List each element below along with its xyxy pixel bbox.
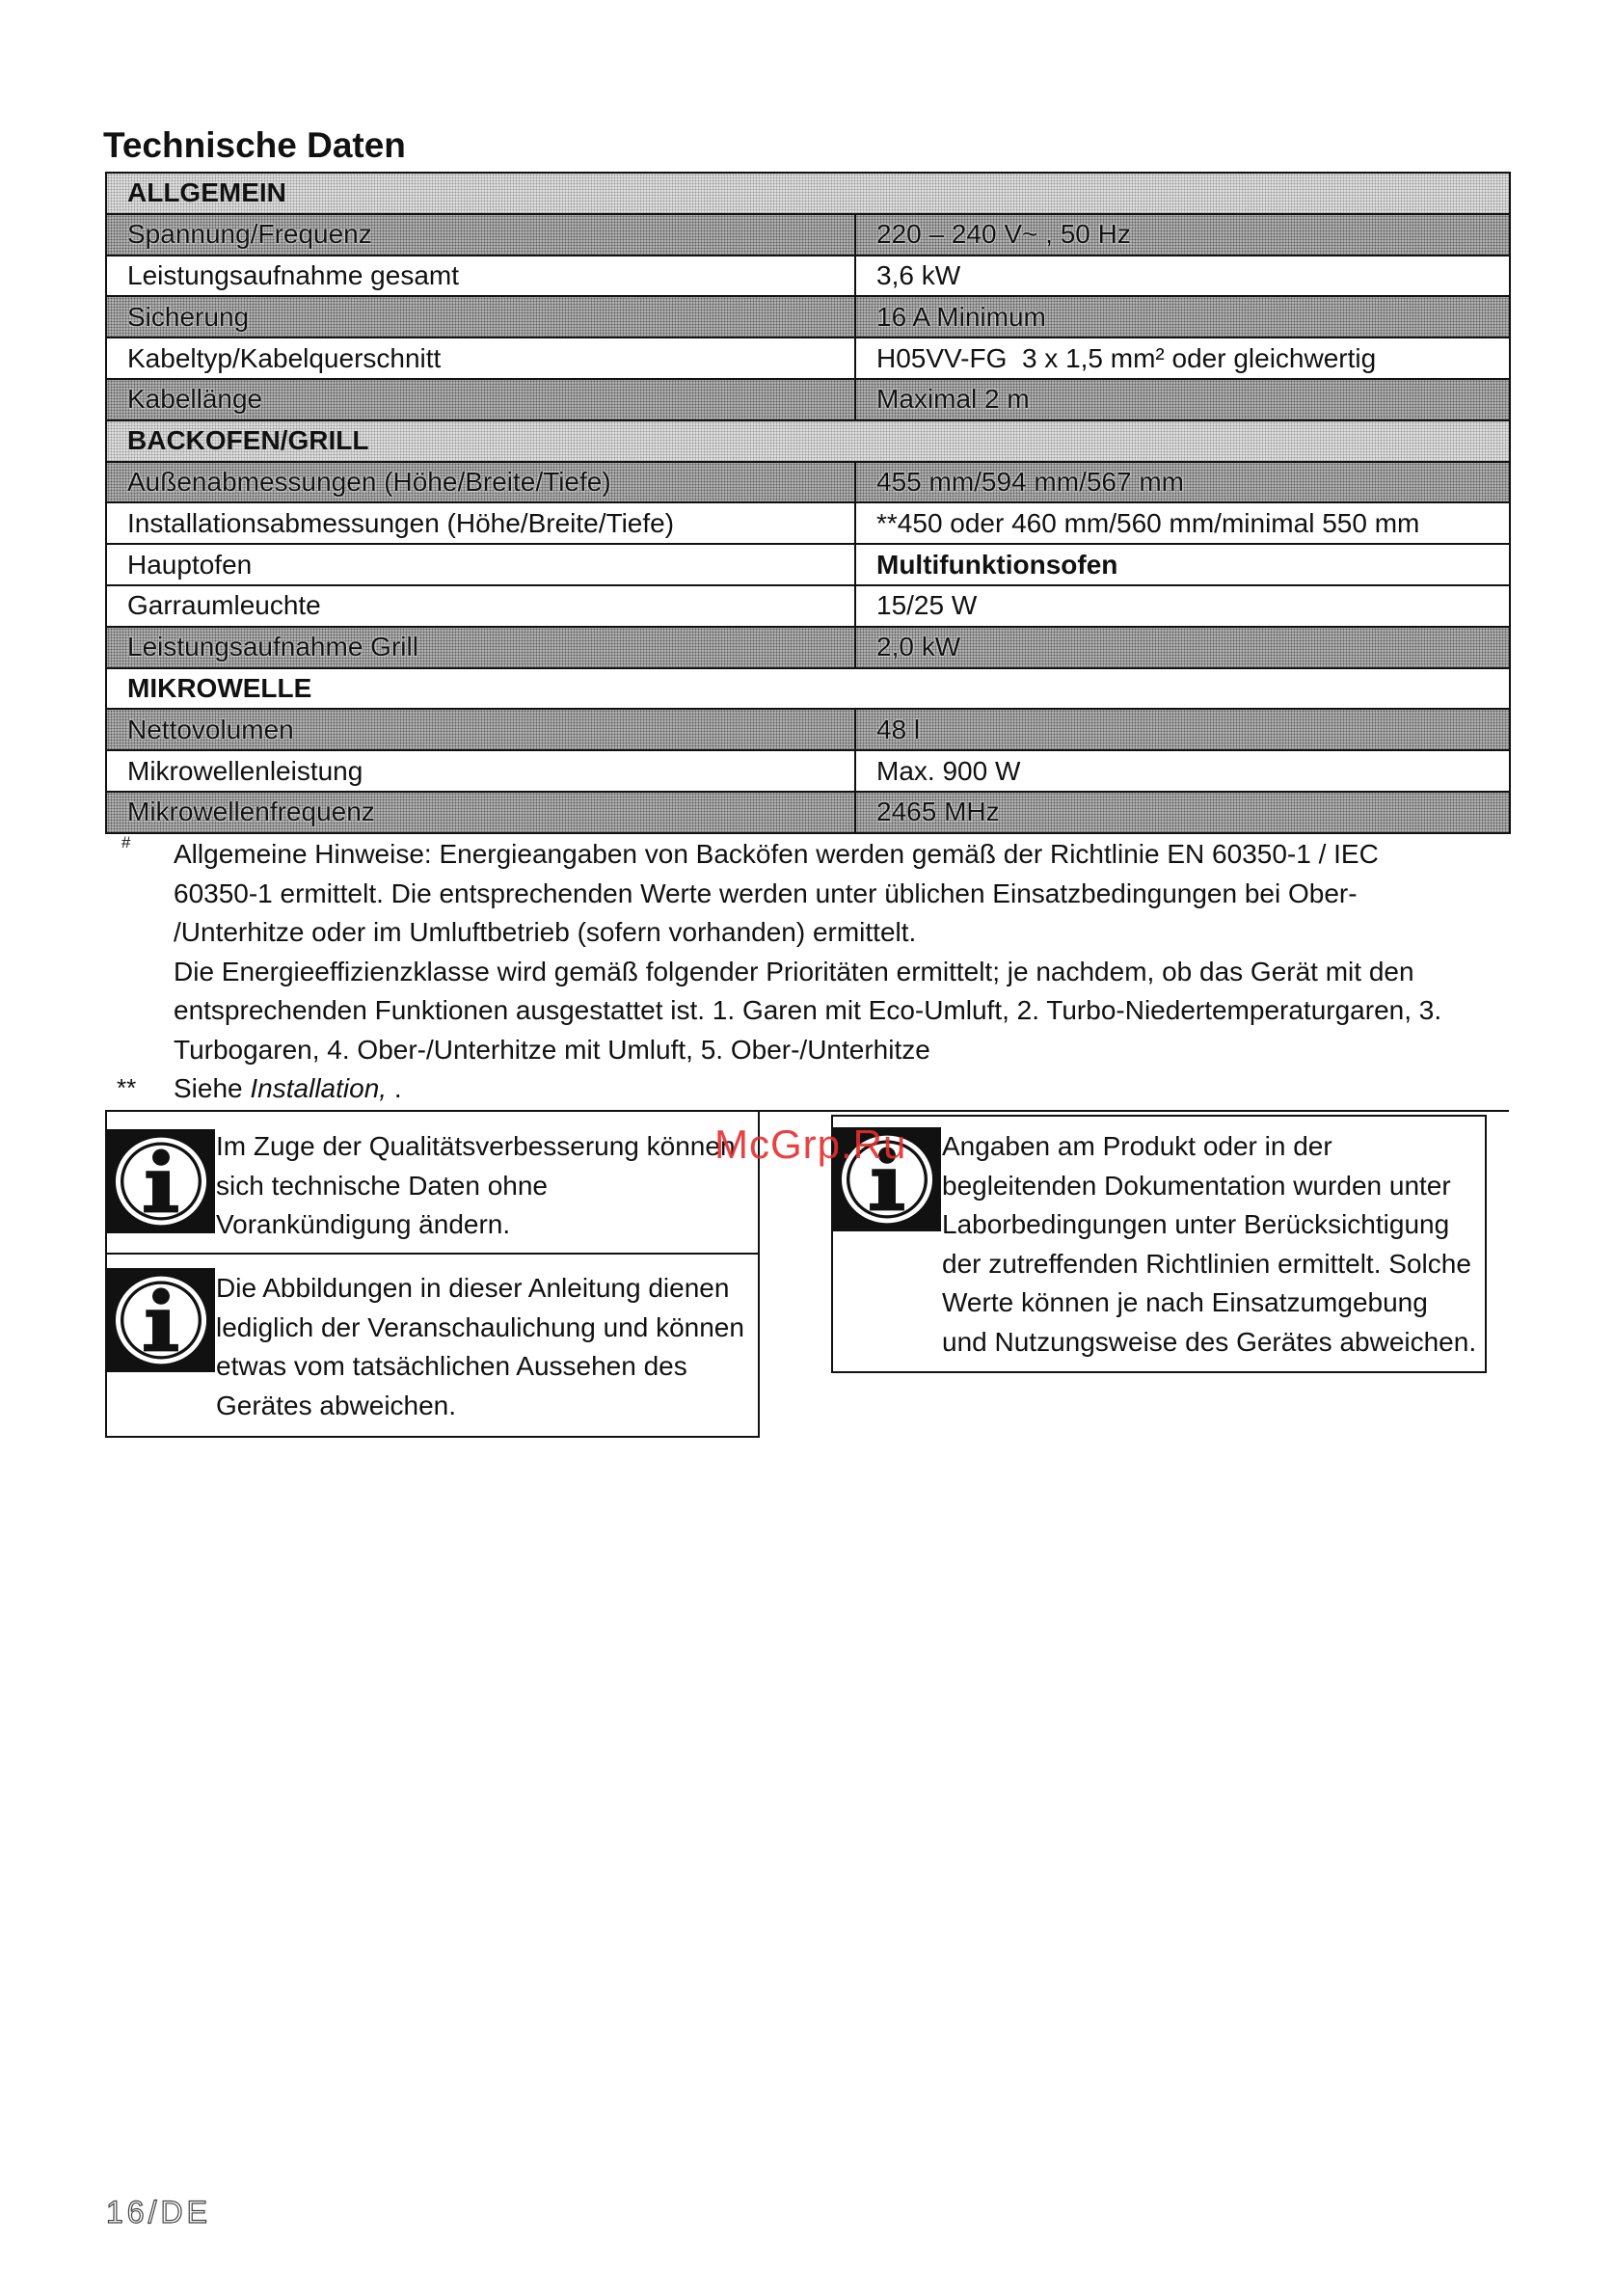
spec-value: 220 – 240 V~ , 50 Hz bbox=[855, 214, 1510, 256]
spec-label: Kabellänge bbox=[106, 379, 855, 420]
spec-value: Maximal 2 m bbox=[855, 379, 1510, 420]
spec-value: 15/25 W bbox=[855, 585, 1510, 627]
info-text-line: begleitenden Dokumentation wurden unter bbox=[942, 1170, 1451, 1201]
spec-row bbox=[106, 627, 1510, 668]
spec-value: 48 l bbox=[855, 709, 1510, 750]
info-text-line: sich technische Daten ohne bbox=[216, 1170, 548, 1201]
info-text bbox=[216, 1269, 744, 1425]
footnote-line: /Unterhitze oder im Umluftbetrieb (sofern vorhanden) ermittelt. bbox=[174, 917, 917, 947]
info-text-line: Gerätes abweichen. bbox=[216, 1390, 457, 1420]
info-icon bbox=[107, 1268, 215, 1372]
info-text-line: Vorankündigung ändern. bbox=[216, 1209, 511, 1239]
footnotes bbox=[174, 835, 1441, 1109]
section-heading: ALLGEMEIN bbox=[106, 173, 1510, 214]
spec-row bbox=[106, 792, 1510, 833]
spec-row bbox=[106, 585, 1510, 627]
spec-label: Leistungsaufnahme Grill bbox=[106, 627, 855, 668]
spec-value: H05VV-FG 3 x 1,5 mm² oder gleichwertig bbox=[855, 338, 1510, 379]
info-text-line: Angaben am Produkt oder in der bbox=[942, 1131, 1332, 1161]
page-number: 16/DE bbox=[106, 2195, 211, 2229]
info-box-divider bbox=[107, 1253, 758, 1255]
spec-label: Nettovolumen bbox=[106, 709, 855, 750]
spec-value: 455 mm/594 mm/567 mm bbox=[855, 462, 1510, 503]
footnote-marker-double-star: ** bbox=[117, 1073, 137, 1102]
info-text-line: etwas vom tatsächlichen Aussehen des bbox=[216, 1351, 687, 1381]
page-title: Technische Daten bbox=[103, 125, 406, 165]
spec-row bbox=[106, 544, 1510, 585]
info-text-line: Werte können je nach Einsatzumgebung bbox=[942, 1287, 1428, 1317]
footnote-line: Allgemeine Hinweise: Energieangaben von Backöfen werden gemäß der Richtlinie EN 60350-1 / IEC bbox=[174, 839, 1379, 869]
info-text-line: Laborbedingungen unter Berücksichtigung bbox=[942, 1209, 1450, 1239]
footnote-reference: Installation, bbox=[250, 1073, 388, 1103]
footnote-prefix: Siehe bbox=[174, 1073, 251, 1103]
spec-row bbox=[106, 379, 1510, 420]
section-row-mikrowelle bbox=[106, 668, 1510, 710]
section-row-allgemein bbox=[106, 173, 1510, 214]
footnote-line: Die Energieeffizienzklasse wird gemäß folgender Prioritäten ermittelt; je nachdem, ob das Gerät mit den bbox=[174, 956, 1414, 986]
spec-row bbox=[106, 502, 1510, 544]
footnote-marker-hash: # bbox=[121, 833, 131, 851]
spec-row bbox=[106, 709, 1510, 750]
spec-label: Mikrowellenleistung bbox=[106, 750, 855, 792]
spec-label: Leistungsaufnahme gesamt bbox=[106, 256, 855, 297]
spec-row bbox=[106, 256, 1510, 297]
watermark: McGrp.Ru bbox=[714, 1121, 907, 1167]
info-text-line: lediglich der Veranschaulichung und können bbox=[216, 1311, 744, 1342]
info-text-line: Im Zuge der Qualitätsverbesserung können bbox=[216, 1131, 736, 1161]
spec-label: Hauptofen bbox=[106, 544, 855, 585]
spec-value: 16 A Minimum bbox=[855, 296, 1510, 338]
footnote-line: 60350-1 ermittelt. Die entsprechenden Werte werden unter üblichen Einsatzbedingungen bei Ober- bbox=[174, 878, 1358, 908]
info-text-line: Die Abbildungen in dieser Anleitung dienen bbox=[216, 1273, 730, 1303]
section-heading: MIKROWELLE bbox=[106, 668, 1510, 710]
info-text-line: der zutreffenden Richtlinien ermittelt. Solche bbox=[942, 1248, 1471, 1279]
info-icon bbox=[107, 1129, 215, 1233]
footnote-line-reference bbox=[174, 1069, 1441, 1109]
spec-value: Max. 900 W bbox=[855, 750, 1510, 792]
spec-row bbox=[106, 750, 1510, 792]
spec-label: Mikrowellenfrequenz bbox=[106, 792, 855, 833]
footnote-line: Turbogaren, 4. Ober-/Unterhitze mit Umluft, 5. Ober-/Unterhitze bbox=[174, 1034, 930, 1065]
spec-label: Außenabmessungen (Höhe/Breite/Tiefe) bbox=[106, 462, 855, 503]
spec-row bbox=[106, 462, 1510, 503]
spec-row bbox=[106, 214, 1510, 256]
info-text bbox=[942, 1127, 1476, 1362]
section-heading: BACKOFEN/GRILL bbox=[106, 420, 1510, 462]
section-row-backofen-grill bbox=[106, 420, 1510, 462]
info-text bbox=[216, 1127, 736, 1245]
spec-label: Installationsabmessungen (Höhe/Breite/Tiefe) bbox=[106, 502, 855, 544]
spec-value: 2,0 kW bbox=[855, 627, 1510, 668]
footnote-suffix: . bbox=[387, 1073, 402, 1103]
info-text-line: und Nutzungsweise des Gerätes abweichen. bbox=[942, 1326, 1477, 1357]
info-box-right bbox=[831, 1115, 1487, 1373]
spec-label: Sicherung bbox=[106, 296, 855, 338]
spec-label: Kabeltyp/Kabelquerschnitt bbox=[106, 338, 855, 379]
spec-value: 3,6 kW bbox=[855, 256, 1510, 297]
spec-value: 2465 MHz bbox=[855, 792, 1510, 833]
info-box-left bbox=[105, 1110, 760, 1438]
spec-table bbox=[105, 172, 1511, 834]
spec-row bbox=[106, 296, 1510, 338]
footnote-line: entsprechenden Funktionen ausgestattet ist. 1. Garen mit Eco-Umluft, 2. Turbo-Niedertemperaturgaren, 3. bbox=[174, 995, 1442, 1025]
spec-label: Spannung/Frequenz bbox=[106, 214, 855, 256]
spec-label: Garraumleuchte bbox=[106, 585, 855, 627]
spec-value: **450 oder 460 mm/560 mm/minimal 550 mm bbox=[855, 502, 1510, 544]
spec-value: Multifunktionsofen bbox=[855, 544, 1510, 585]
spec-row bbox=[106, 338, 1510, 379]
